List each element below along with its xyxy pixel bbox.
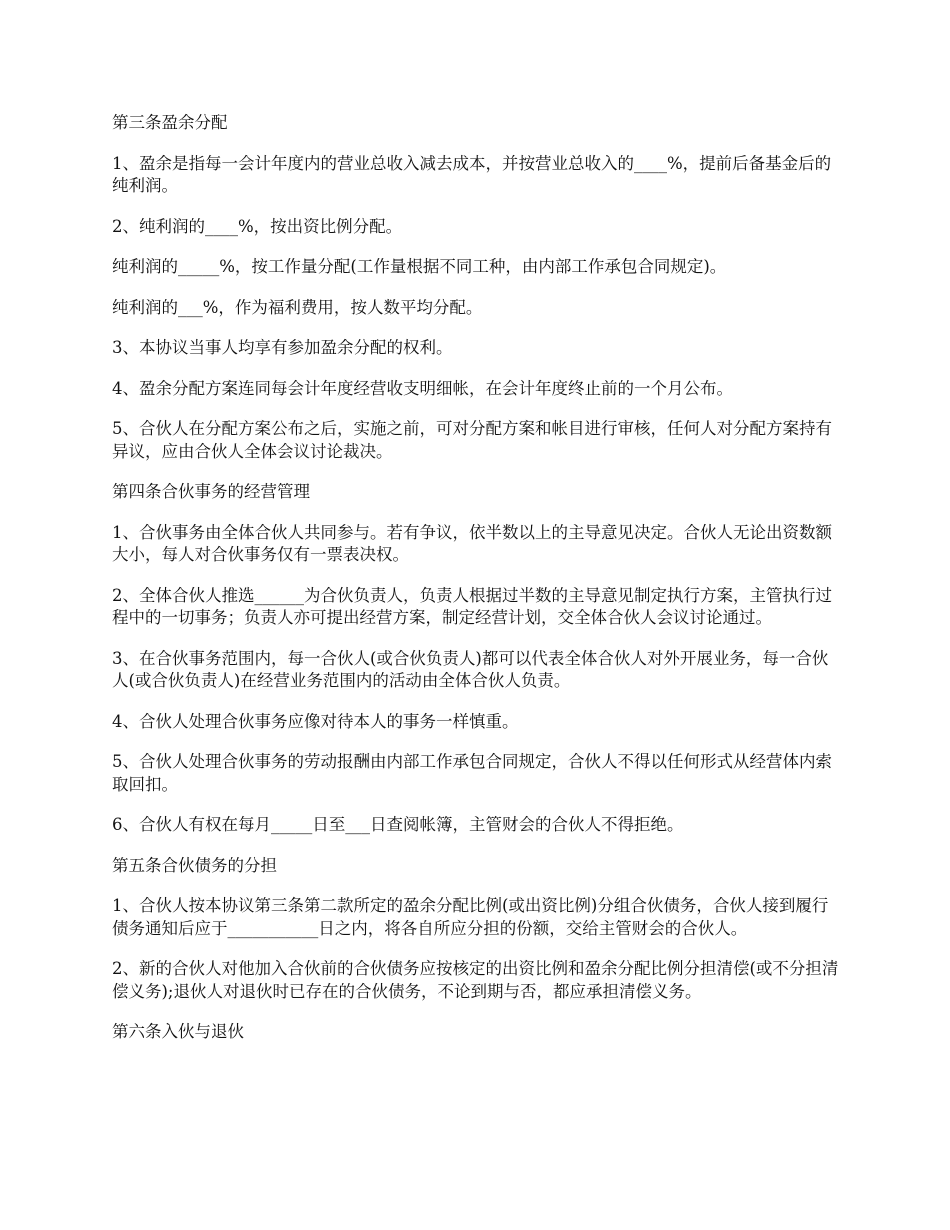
paragraph: 2、新的合伙人对他加入合伙前的合伙债务应按核定的出资比例和盈余分配比例分担清偿(或不分担清偿义务);退伙人对退伙时已存在的合伙债务，不论到期与否，都应承担清偿义务。 (112, 959, 839, 1001)
paragraph: 4、合伙人处理合伙事务应像对待本人的事务一样慎重。 (112, 711, 519, 731)
section-heading-article-3: 第三条盈余分配 (112, 113, 228, 132)
paragraph: 纯利润的_____%，按工作量分配(工作量根据不同工种，由内部工作承包合同规定)。 (112, 257, 727, 276)
paragraph: 3、本协议当事人均享有参加盈余分配的权利。 (112, 338, 453, 357)
section-heading-article-6: 第六条入伙与退伙 (112, 1022, 244, 1041)
paragraph: 6、合伙人有权在每月_____日至___日查阅帐簿，主管财会的合伙人不得拒绝。 (112, 815, 684, 834)
paragraph: 5、合伙人在分配方案公布之后，实施之前，可对分配方案和帐目进行审核，任何人对分配方案持有异议，应由合伙人全体会议讨论裁决。 (112, 419, 832, 461)
section-heading-article-5: 第五条合伙债务的分担 (112, 855, 277, 875)
section-heading-article-4: 第四条合伙事务的经营管理 (112, 482, 310, 501)
document-page (112, 112, 840, 1062)
paragraph: 5、合伙人处理合伙事务的劳动报酬由内部工作承包合同规定，合伙人不得以任何形式从经营体内索取回扣。 (112, 752, 832, 794)
paragraph: 2、全体合伙人推选______为合伙负责人，负责人根据过半数的主导意见制定执行方案，主管执行过程中的一切事务；负责人亦可提出经营方案，制定经营计划，交全体合伙人会议讨论通过。 (112, 585, 832, 627)
paragraph: 3、在合伙事务范围内，每一合伙人(或合伙负责人)都可以代表全体合伙人对外开展业务，每一合伙人(或合伙负责人)在经营业务范围内的活动由全体合伙人负责。 (112, 648, 829, 690)
paragraph: 1、合伙事务由全体合伙人共同参与。若有争议，依半数以上的主导意见决定。合伙人无论出资数额大小，每人对合伙事务仅有一票表决权。 (112, 522, 832, 564)
paragraph: 1、合伙人按本协议第三条第二款所定的盈余分配比例(或出资比例)分组合伙债务，合伙人接到履行债务通知后应于___________日之内，将各自所应分担的份额，交给主管财会的合伙人。 (112, 896, 829, 938)
paragraph: 2、纯利润的____%，按出资比例分配。 (112, 216, 403, 236)
paragraph: 纯利润的___%，作为福利费用，按人数平均分配。 (112, 297, 483, 317)
paragraph: 4、盈余分配方案连同每会计年度经营收支明细帐，在会计年度终止前的一个月公布。 (112, 378, 733, 398)
paragraph: 1、盈余是指每一会计年度内的营业总收入减去成本，并按营业总收入的____%，提前后备基金后的纯利润。 (112, 153, 832, 195)
